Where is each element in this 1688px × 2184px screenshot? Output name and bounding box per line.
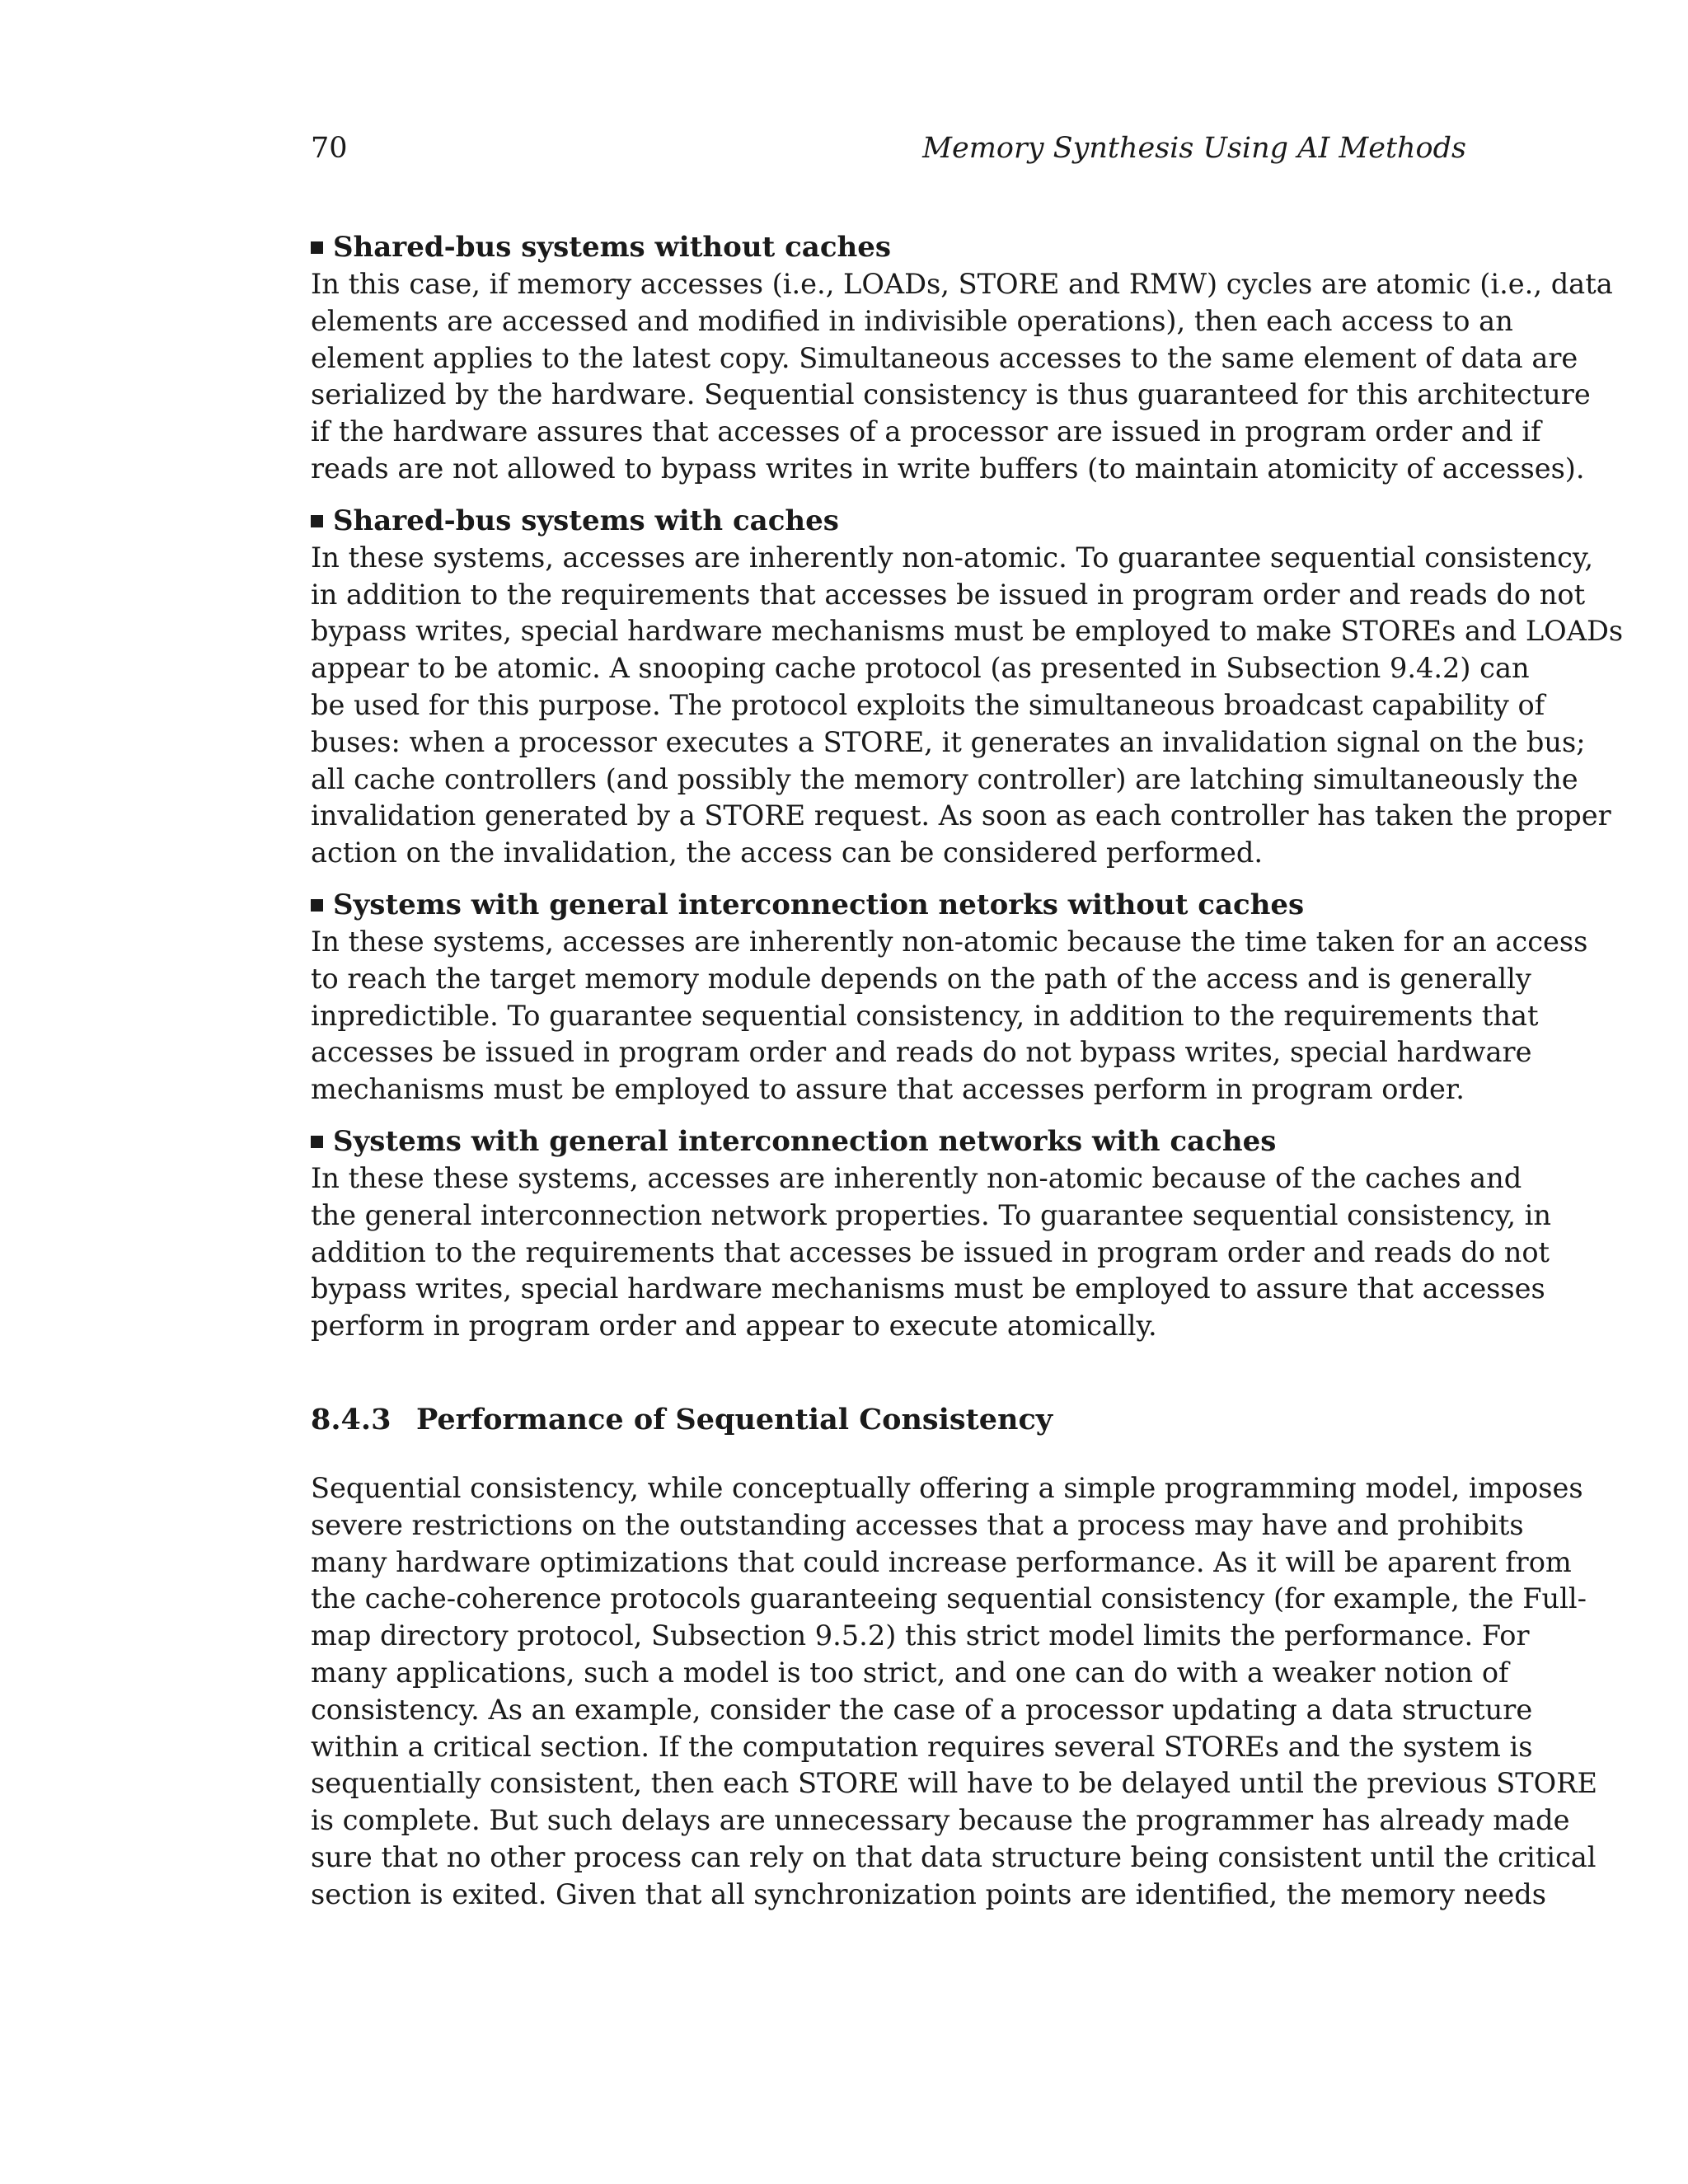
text-line: perform in program order and appear to execute atomically. — [311, 1310, 1157, 1343]
text-line: bypass writes, special hardware mechanisms must be employed to assure that accesses — [311, 1272, 1545, 1305]
text-line: accesses be issued in program order and reads do not bypass writes, special hardware — [311, 1036, 1532, 1069]
list-item-heading — [311, 229, 1466, 266]
architecture-list — [311, 229, 1624, 1345]
text-line: all cache controllers (and possibly the memory controller) are latching simultaneously the — [311, 762, 1578, 795]
text-line: section is exited. Given that all synchronization points are identified, the memory needs — [311, 1877, 1546, 1910]
text-line: is complete. But such delays are unnecessary because the programmer has already made — [311, 1804, 1570, 1837]
running-header — [311, 124, 1466, 173]
list-item-heading — [311, 503, 1466, 540]
subsection-number: 8.4.3 — [311, 1402, 392, 1436]
text-line: many hardware optimizations that could increase performance. As it will be aparent from — [311, 1545, 1572, 1578]
running-title: Memory Synthesis Using AI Methods — [922, 132, 1466, 165]
text-line: In this case, if memory accesses (i.e., LOADs, STORE and RMW) cycles are atomic (i.e., data — [311, 268, 1613, 300]
square-bullet-icon — [311, 515, 323, 527]
text-line: consistency. As an example, consider the case of a processor updating a data structure — [311, 1693, 1533, 1726]
text-line: Sequential consistency, while conceptually offering a simple programming model, imposes — [311, 1471, 1583, 1504]
text-line: sequentially consistent, then each STORE will have to be delayed until the previous STORE — [311, 1767, 1597, 1800]
list-item-heading-text: Systems with general interconnection netorks without caches — [333, 888, 1305, 921]
text-line: element applies to the latest copy. Simultaneous accesses to the same element of data are — [311, 341, 1578, 374]
list-item-paragraph — [311, 266, 1613, 488]
text-line: mechanisms must be employed to assure that accesses perform in program order. — [311, 1073, 1465, 1106]
text-line: map directory protocol, Subsection 9.5.2) this strict model limits the performance. For — [311, 1619, 1530, 1652]
list-item-heading-text: Systems with general interconnection networks with caches — [333, 1124, 1277, 1158]
text-line: invalidation generated by a STORE request. As soon as each controller has taken the proper — [311, 799, 1611, 832]
text-line: appear to be atomic. A snooping cache protocol (as presented in Subsection 9.4.2) can — [311, 652, 1530, 685]
text-line: elements are accessed and modified in indivisible operations), then each access to an — [311, 304, 1513, 337]
list-item-heading-text: Shared-bus systems without caches — [333, 231, 892, 264]
list-item-heading — [311, 887, 1466, 924]
text-line: be used for this purpose. The protocol exploits the simultaneous broadcast capability of — [311, 688, 1545, 721]
text-line: In these these systems, accesses are inherently non-atomic because of the caches and — [311, 1161, 1522, 1194]
text-line: bypass writes, special hardware mechanisms must be employed to make STOREs and LOADs — [311, 615, 1624, 648]
list-item — [311, 1123, 1552, 1345]
text-line: in addition to the requirements that accesses be issued in program order and reads do not — [311, 578, 1586, 611]
list-item-paragraph — [311, 540, 1624, 872]
list-item-paragraph — [311, 1160, 1552, 1345]
list-item-heading — [311, 1123, 1466, 1160]
subsection-title: Performance of Sequential Consistency — [416, 1402, 1053, 1436]
text-line: In these systems, accesses are inherently non-atomic because the time taken for an access — [311, 925, 1588, 958]
text-line: if the hardware assures that accesses of a processor are issued in program order and if — [311, 415, 1541, 448]
text-line: action on the invalidation, the access can be considered performed. — [311, 837, 1264, 869]
list-item-paragraph — [311, 924, 1588, 1108]
list-item — [311, 229, 1613, 488]
text-line: within a critical section. If the computation requires several STOREs and the system is — [311, 1730, 1533, 1763]
text-line: the general interconnection network properties. To guarantee sequential consistency, in — [311, 1198, 1552, 1231]
text-line: inpredictible. To guarantee sequential consistency, in addition to the requirements that — [311, 999, 1539, 1032]
text-line: sure that no other process can rely on that data structure being consistent until the critical — [311, 1840, 1597, 1873]
book-page — [311, 124, 1624, 1913]
square-bullet-icon — [311, 1136, 323, 1148]
body-paragraph — [311, 1470, 1597, 1914]
square-bullet-icon — [311, 241, 323, 254]
text-line: serialized by the hardware. Sequential consistency is thus guaranteed for this architecture — [311, 378, 1591, 411]
text-line: reads are not allowed to bypass writes in write buffers (to maintain atomicity of accesses). — [311, 452, 1585, 485]
page-number: 70 — [311, 132, 348, 165]
subsection-heading — [311, 1399, 1466, 1441]
text-line: severe restrictions on the outstanding accesses that a process may have and prohibits — [311, 1508, 1524, 1541]
square-bullet-icon — [311, 899, 323, 912]
list-item — [311, 503, 1624, 872]
text-line: addition to the requirements that accesses be issued in program order and reads do not — [311, 1235, 1550, 1268]
text-line: In these systems, accesses are inherently non-atomic. To guarantee sequential consistency, — [311, 541, 1594, 574]
text-line: buses: when a processor executes a STORE, it generates an invalidation signal on the bus; — [311, 725, 1586, 758]
list-item — [311, 887, 1588, 1108]
list-item-heading-text: Shared-bus systems with caches — [333, 504, 839, 537]
text-line: the cache-coherence protocols guaranteeing sequential consistency (for example, the Full- — [311, 1582, 1587, 1615]
text-line: many applications, such a model is too strict, and one can do with a weaker notion of — [311, 1656, 1509, 1689]
text-line: to reach the target memory module depends on the path of the access and is generally — [311, 962, 1531, 995]
